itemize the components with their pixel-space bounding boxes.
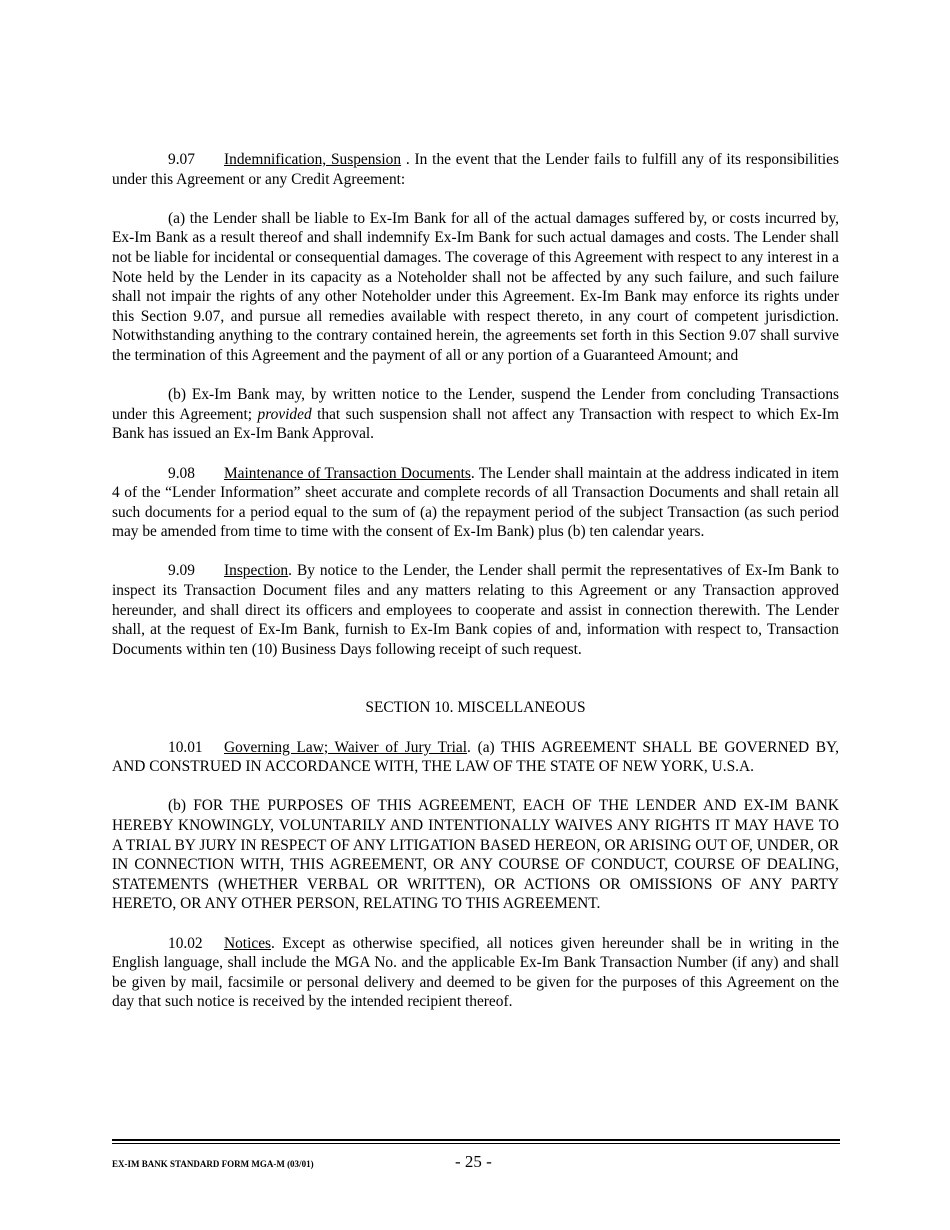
paragraph-text: . (a) THIS AGREEMENT SHALL BE GOVERNED BY, AND CONSTRUED IN ACCORDANCE WITH, THE LAW OF THE STATE OF NEW YORK, U.S.A. [112, 738, 839, 776]
paragraph-text: that such suspension shall not affect any Transaction with respect to which Ex-Im Bank has issued an Ex-Im Bank Approval. [112, 405, 839, 443]
section-9-07-clause-b [112, 385, 839, 444]
paragraph-text: . Except as otherwise specified, all notices given hereunder shall be in writing in the English language, shall include the MGA No. and the applicable Ex-Im Bank Transaction Number (if any) and shall be given by mail, facsimile or personal delivery and deemed to be given for the purposes of this Agreement on the day that such notice is received by the intended recipient thereof. [112, 934, 839, 1011]
document-body [112, 150, 839, 1032]
section-10-02 [112, 934, 839, 1012]
footer-rule [112, 1139, 840, 1141]
section-10-heading: SECTION 10. MISCELLANEOUS [365, 699, 586, 717]
footer-form-label: EX-IM BANK STANDARD FORM MGA-M (03/01) [112, 1159, 314, 1169]
emphasis-text: provided [257, 405, 312, 423]
section-9-07-intro [112, 150, 839, 189]
section-9-07-clause-a: (a) the Lender shall be liable to Ex-Im Bank for all of the actual damages suffered by, or costs incurred by, Ex-Im Bank as a result thereof and shall indemnify Ex-Im Bank for such actual damages and costs. The Lender shall not be liable for incidental or consequential damages. The coverage of this Agreement with respect to any interest in a Note held by the Lender in its capacity as a Noteholder shall not be affected by any such failure, and such failure shall not impair the rights of any other Noteholder under this Agreement. Ex-Im Bank may enforce its rights under this Section 9.07, and pursue all remedies available with respect thereto, in any court of competent jurisdiction. Notwithstanding anything to the contrary contained herein, the agreements set forth in this Section 9.07 shall survive the termination of this Agreement and the payment of all or any portion of a Guaranteed Amount; and [112, 209, 839, 364]
section-10-01-clause-b: (b) FOR THE PURPOSES OF THIS AGREEMENT, EACH OF THE LENDER AND EX-IM BANK HEREBY KNOWINGLY, VOLUNTARILY AND INTENTIONALLY WAIVES ANY RIGHTS IT MAY HAVE TO A TRIAL BY JURY IN RESPECT OF ANY LITIGATION BASED HEREON, OR ARISING OUT OF, UNDER, OR IN CONNECTION WITH, THIS AGREEMENT, OR ANY COURSE OF CONDUCT, COURSE OF DEALING, STATEMENTS (WHETHER VERBAL OR WRITTEN), OR ACTIONS OR OMISSIONS OF ANY PARTY HERETO, OR ANY OTHER PERSON, RELATING TO THIS AGREEMENT. [112, 797, 839, 913]
page-number: - 25 - [455, 1152, 492, 1171]
paragraph-text: . The Lender shall maintain at the address indicated in item 4 of the “Lender Information” sheet accurate and complete records of all Transaction Documents and shall retain all such documents for a period equal to the sum of (a) the repayment period of the subject Transaction (as such period may be amended from time to time with the consent of Ex-Im Bank) plus (b) ten calendar years. [112, 464, 839, 541]
section-10-01-clause-a [112, 738, 839, 777]
paragraph-text: . In the event that the Lender fails to fulfill any of its responsibilities under this Agreement or any Credit Agreement: [112, 151, 839, 188]
footer-rule [112, 1143, 840, 1144]
paragraph-text: . By notice to the Lender, the Lender shall permit the representatives of Ex-Im Bank to inspect its Transaction Document files and any matters relating to this Agreement or any Transaction approved hereunder, and shall direct its officers and employees to cooperate and assist in connection therewith. The Lender shall, at the request of Ex-Im Bank, furnish to Ex-Im Bank copies of and, information with respect to, Transaction Documents within ten (10) Business Days following receipt of such request. [112, 562, 839, 658]
section-title: Maintenance of Transaction Documents [224, 464, 471, 482]
paragraph-text: (b) Ex-Im Bank may, by written notice to the Lender, suspend the Lender from concluding Transactions under this Agreement; [112, 386, 839, 423]
section-number: 10.01 [168, 738, 203, 756]
section-number: 10.02 [168, 934, 203, 952]
section-9-08 [112, 464, 839, 542]
section-title: Governing Law; Waiver of Jury Trial [224, 738, 468, 756]
section-title: Inspection [224, 562, 289, 580]
section-number: 9.07 [168, 151, 195, 168]
section-title: Indemnification, Suspension [224, 151, 402, 168]
section-number: 9.09 [168, 562, 195, 580]
section-9-09 [112, 561, 839, 659]
section-title: Notices [224, 934, 272, 952]
section-number: 9.08 [168, 464, 195, 482]
